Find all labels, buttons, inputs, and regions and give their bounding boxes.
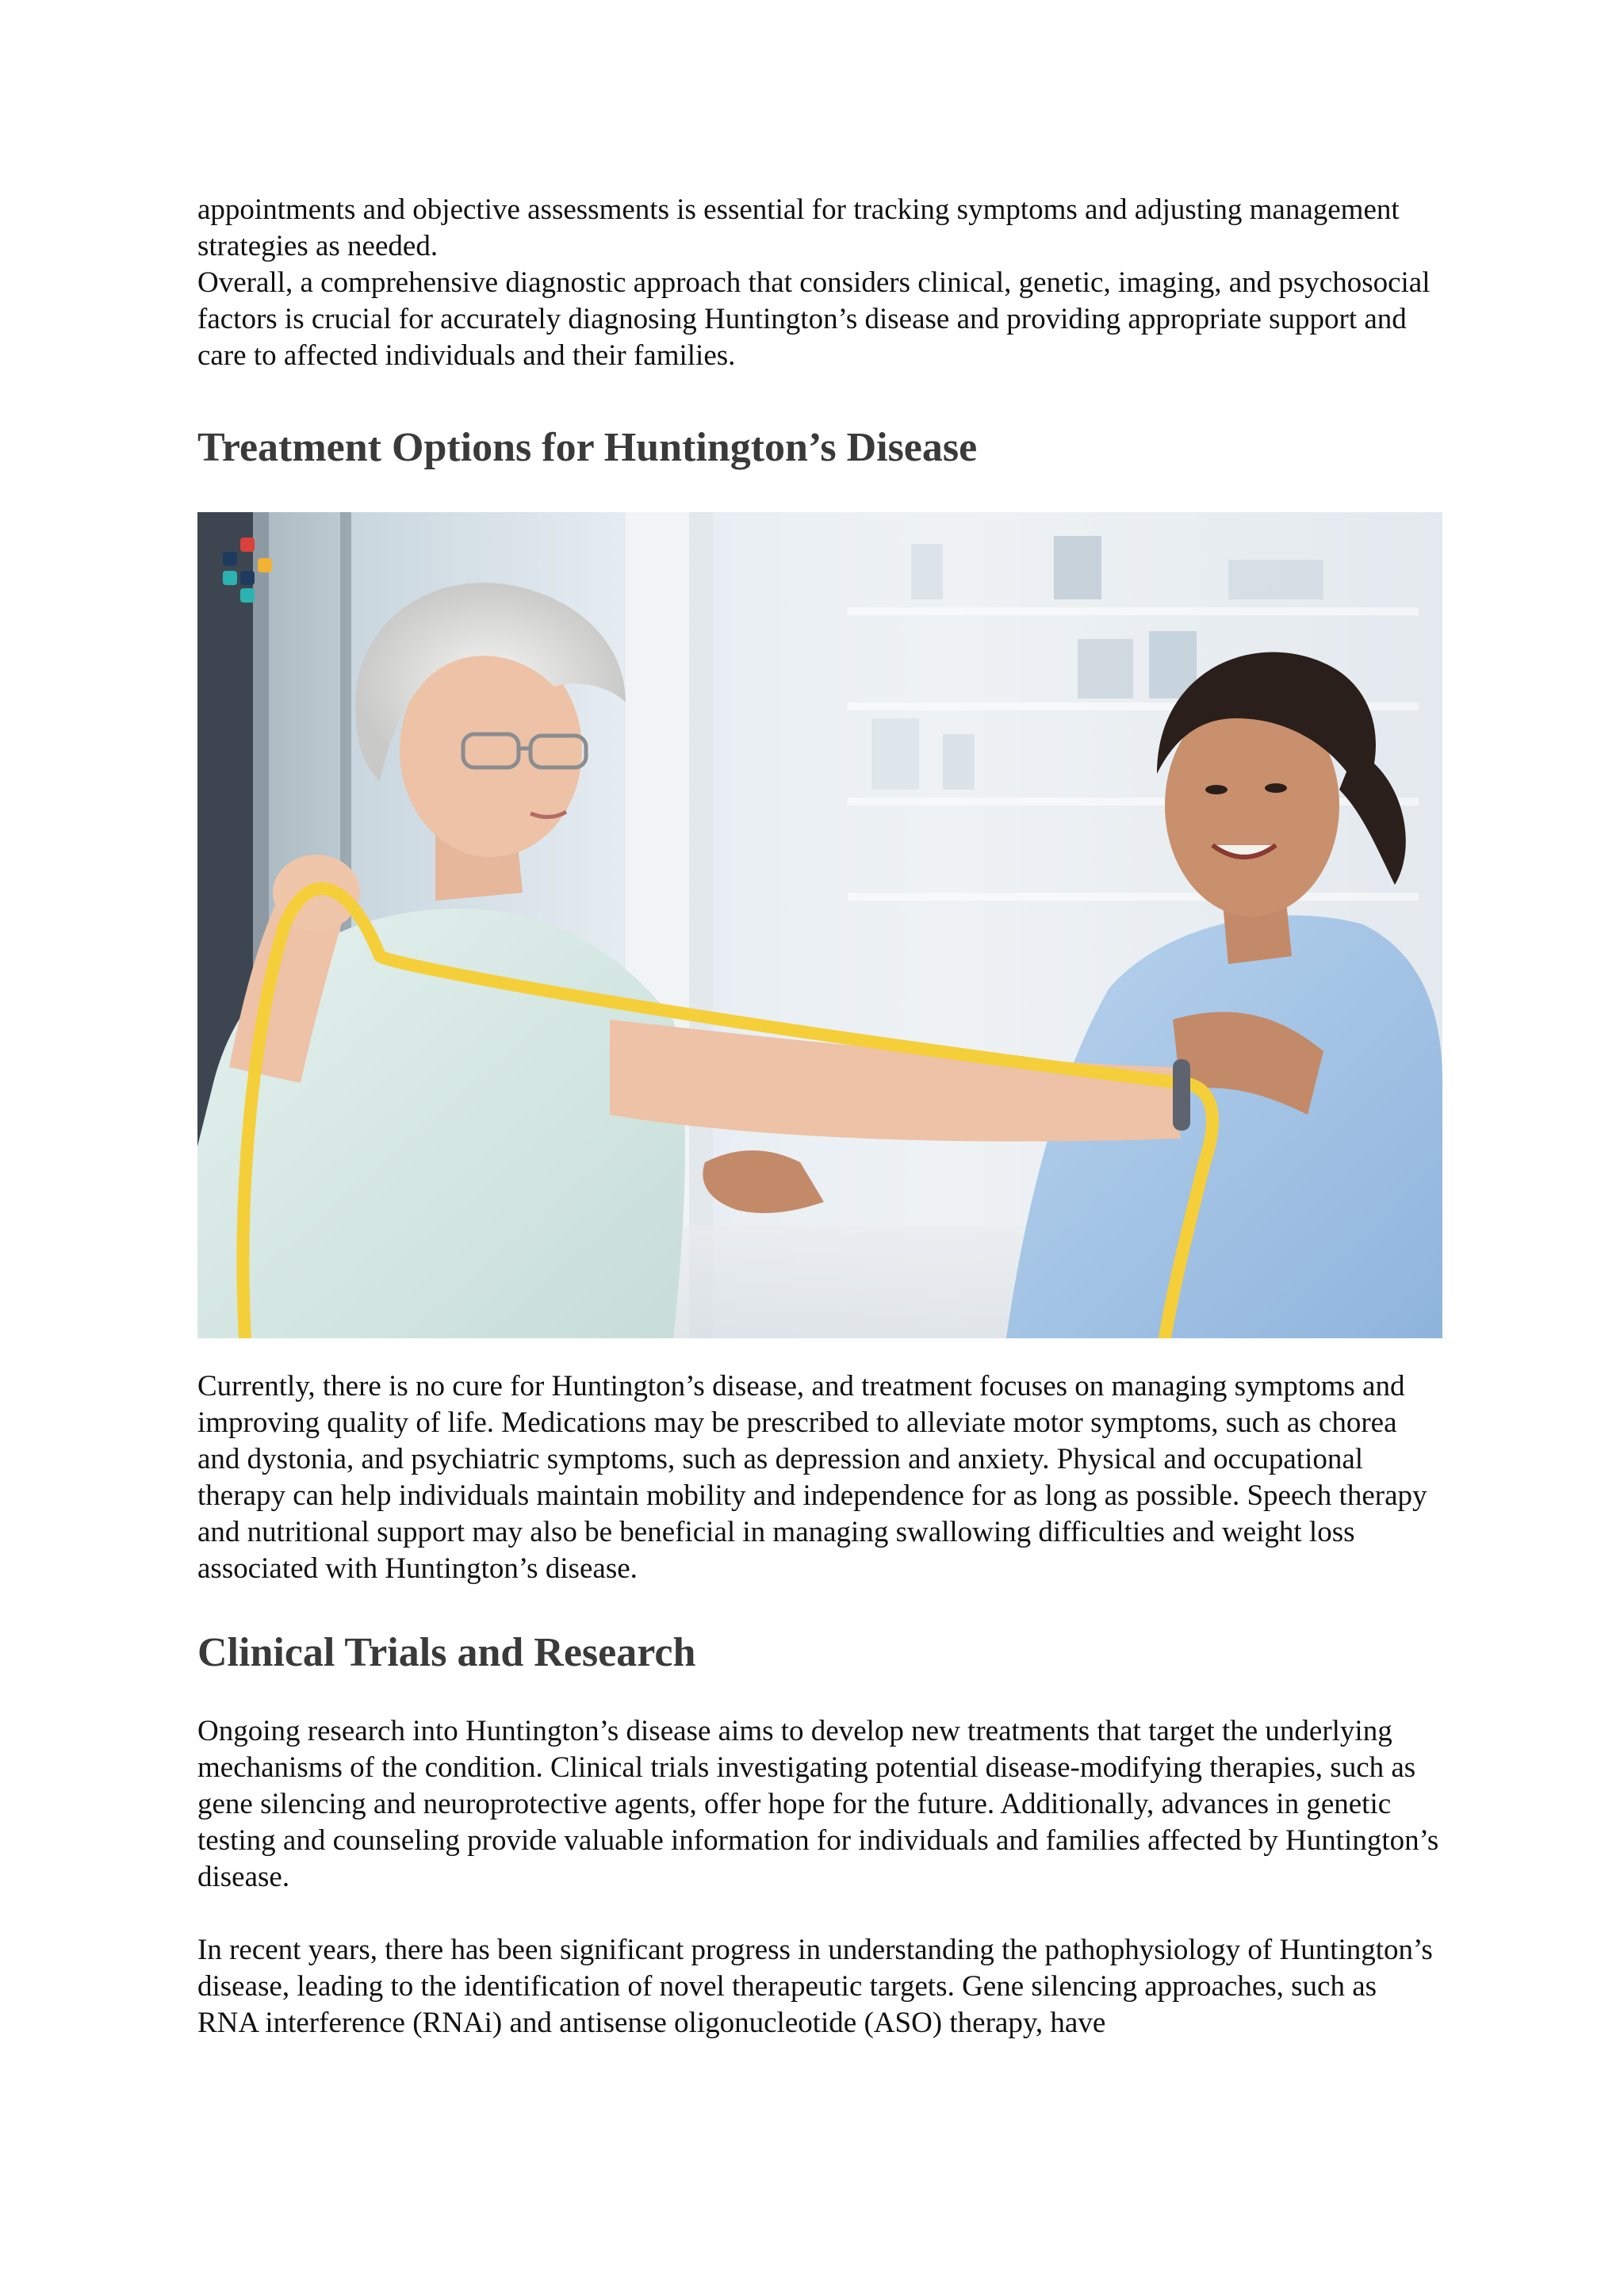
heading-clinical-trials: Clinical Trials and Research: [197, 1630, 696, 1675]
clinical-paragraph-1: Ongoing research into Huntington’s disease aims to develop new treatments that target the underlying mechanisms of the condition. Clinical trials investigating potential disease-modifying therapies, such as gene silencing and neuroprotective agents, offer hope for the future. Additionally, advances in genetic testing and counseling provide valuable information for individuals and families affected by Huntington’s disease.: [197, 1715, 1439, 1893]
intro-paragraph-1: appointments and objective assessments is essential for tracking symptoms and adjusting management strategies as needed.: [197, 193, 1400, 262]
document-page: [197, 192, 1442, 2042]
therapy-photo-illustration: [197, 512, 1442, 1338]
heading-treatment-options: Treatment Options for Huntington’s Disease: [197, 425, 978, 470]
treatment-paragraph: Currently, there is no cure for Huntington’s disease, and treatment focuses on managing symptoms and improving quality of life. Medications may be prescribed to alleviate motor symptoms, such as chorea and dystonia, and psychiatric symptoms, such as depression and anxiety. Physical and occupational therapy can help individuals maintain mobility and independence for as long as possible. Speech therapy and nutritional support may also be beneficial in managing swallowing difficulties and weight loss associated with Huntington’s disease.: [197, 1370, 1427, 1585]
therapy-photo: [197, 512, 1442, 1338]
clinical-paragraph-2: In recent years, there has been significant progress in understanding the pathophysiology of Huntington’s disease, leading to the identification of novel therapeutic targets. Gene silencing approaches, such as RNA interference (RNAi) and antisense oligonucleotide (ASO) therapy, have: [197, 1934, 1433, 2039]
intro-paragraph-2: Overall, a comprehensive diagnostic approach that considers clinical, genetic, imaging, and psychosocial factors is crucial for accurately diagnosing Huntington’s disease and providing appropriate support and care to affected individuals and their families.: [197, 266, 1431, 372]
